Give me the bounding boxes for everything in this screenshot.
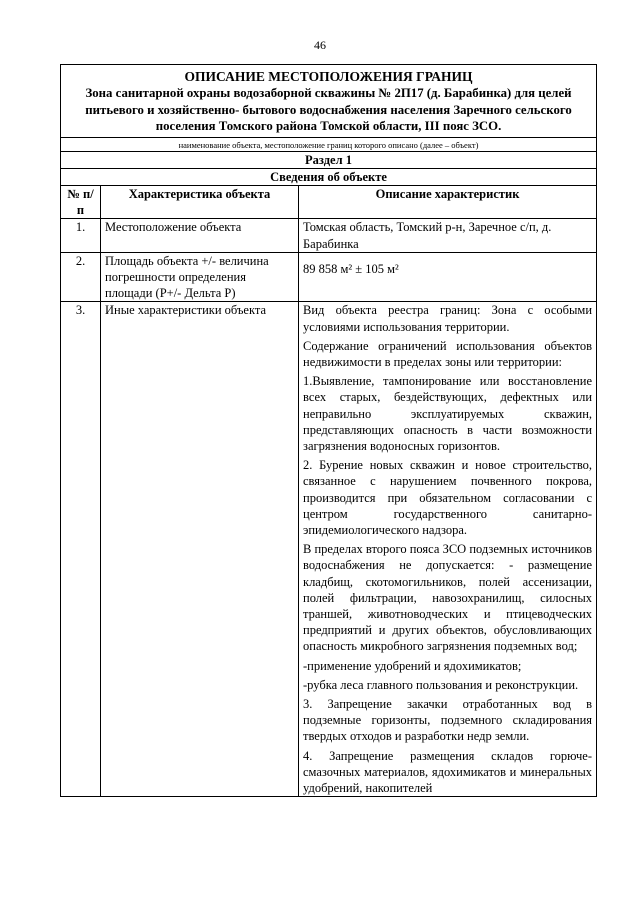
header-row — [61, 65, 597, 138]
header-cell — [61, 65, 597, 138]
description-paragraph: Вид объекта реестра границ: Зона с особыми условиями использования территории. — [303, 303, 593, 334]
description-paragraph: Содержание ограничений использования объектов недвижимости в пределах зоны или территории: — [303, 338, 593, 369]
description-paragraph: 4. Запрещение размещения складов горюче-смазочных материалов, ядохимикатов и минеральных удобрений, накопителей — [303, 748, 593, 796]
column-header-characteristic: Характеристика объекта — [101, 185, 299, 218]
row-description: 89 858 м² ± 105 м² — [299, 252, 597, 302]
description-paragraph: -рубка леса главного пользования и реконструкции. — [303, 677, 579, 692]
column-header-description: Описание характеристик — [299, 185, 597, 218]
section-title: Раздел 1 — [61, 151, 597, 168]
column-header-num: № п/п — [61, 185, 101, 218]
document-title: ОПИСАНИЕ МЕСТОПОЛОЖЕНИЯ ГРАНИЦ — [184, 69, 473, 84]
row-characteristic: Иные характеристики объекта — [101, 302, 299, 797]
description-paragraph: -применение удобрений и ядохимикатов; — [303, 658, 522, 673]
description-paragraph: В пределах второго пояса ЗСО подземных источников водоснабжения не допускается: - размещение кладбищ, скотомогильников, полей ассенизации, полей фильтрации, навозохранилищ, силосных траншей, животноводческих и птицеводческих предприятий и других объектов, обусловливающих опасность микробного загрязнения подземных вод; — [303, 542, 593, 654]
description-paragraph: 3. Запрещение закачки отработанных вод в подземные горизонты, подземного складирования твердых отходов и разработки недр земли. — [303, 697, 593, 744]
row-characteristic: Площадь объекта +/- величина погрешности определения площади (Р+/- Дельта Р) — [101, 252, 299, 302]
page-number: 46 — [314, 38, 326, 52]
document-subtitle: Зона санитарной охраны водозаборной скважины № 2П17 (д. Барабинка) для целей питьевого и хозяйственно- бытового водоснабжения населения Заречного сельского поселения Томского района Томской области, III пояс ЗСО. — [85, 86, 572, 133]
row-number: 2. — [61, 252, 101, 302]
table-row — [61, 302, 597, 797]
row-description: Томская область, Томский р-н, Заречное с/п, д. Барабинка — [299, 219, 597, 252]
table-row — [61, 252, 597, 302]
row-number: 1. — [61, 219, 101, 252]
section-subtitle: Сведения об объекте — [61, 168, 597, 185]
object-description-table — [60, 64, 597, 797]
caption-row — [61, 137, 597, 151]
row-number: 3. — [61, 302, 101, 797]
row-description — [299, 302, 597, 797]
header-caption: наименование объекта, местоположение границ которого описано (далее – объект) — [61, 137, 597, 151]
table-row — [61, 219, 597, 252]
section-title-row — [61, 151, 597, 168]
column-header-row — [61, 185, 597, 218]
description-paragraph: 2. Бурение новых скважин и новое строительство, связанное с нарушением почвенного покрова, производится при обязательном согласовании с центром государственного санитарно-эпидемиологического надзора. — [303, 458, 593, 537]
description-paragraph: 1.Выявление, тампонирование или восстановление всех старых, бездействующих, дефектных или неправильно эксплуатируемых скважин, представляющих опасность в части возможности загрязнения водоносных горизонтов. — [303, 374, 593, 453]
row-characteristic: Местоположение объекта — [101, 219, 299, 252]
section-subtitle-row — [61, 168, 597, 185]
